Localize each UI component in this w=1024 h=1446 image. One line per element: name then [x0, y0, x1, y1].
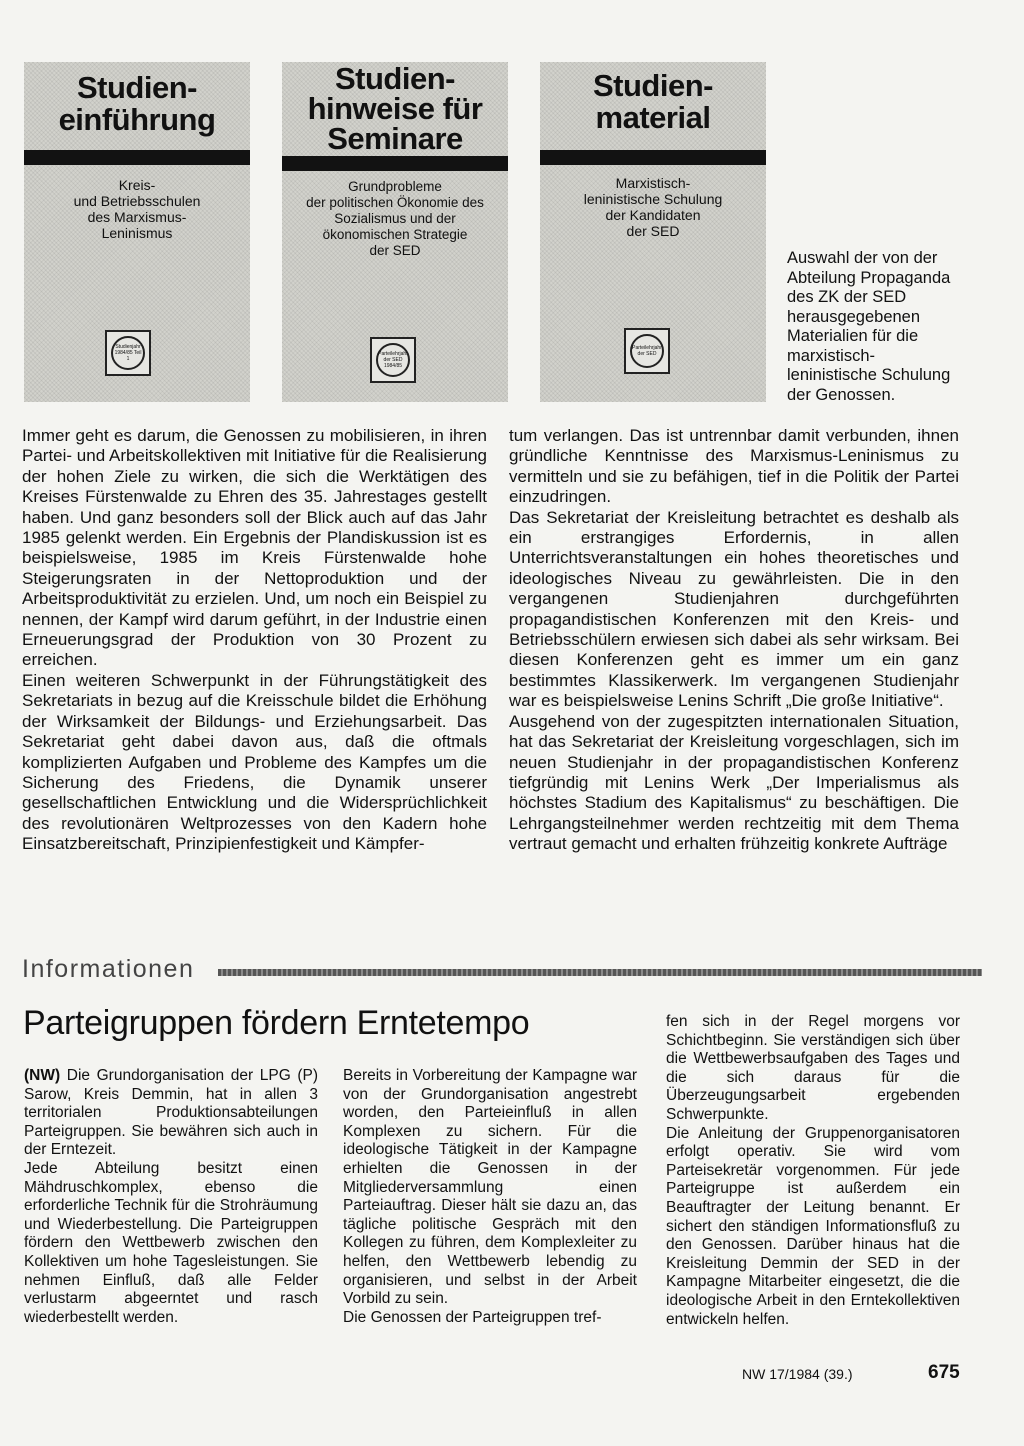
section-label: Informationen	[22, 955, 195, 983]
cover-subtitle-line: der SED	[626, 223, 680, 239]
cover-subtitle-line: Marxistisch-	[615, 175, 691, 191]
cover-title-line: Studien-	[335, 62, 455, 96]
cover-title	[282, 64, 508, 154]
emblem-text: Parteilehrjahr der SED	[632, 345, 662, 357]
emblem-text: Studienjahr 1984/85 Teil 1	[114, 344, 142, 362]
news-paragraph: Bereits in Vorbereitung der Kampagne war von der Grundorganisation angestrebt worden, den Parteieinfluß in allen Komplexen zu sichern. Für die ideologische Tätigkeit in der Kampagne erhielten die Genossen in der Mitgliederversammlung einen Parteiauftrag. Dieser hält sie dazu an, das tägliche politische Gespräch mit den Kollegen zu führen, dem Komplexleiter zu helfen, den Wettbewerb lebendig zu organisieren, und selbst in der Arbeit Vorbild zu sein.	[343, 1067, 637, 1308]
article-column-right	[509, 426, 959, 855]
cover-title-line: Studien-	[593, 68, 713, 103]
cover-title-line: hinweise für	[307, 91, 483, 126]
cover-subtitle-line: Leninismus	[101, 225, 173, 241]
news-paragraph	[24, 1067, 318, 1160]
cover-bar	[540, 150, 766, 165]
news-paragraph: Jede Abteilung besitzt einen Mähdruschkomplex, ebenso die erforderliche Technik für die Strohräumung und Wiederbestellung. Die Parteigruppen fördern den Wettbewerb zwischen den Kollektiven um hohe Tagesleistungen. Sie nehmen Einfluß, daß alle Felder verlustarm abgeerntet und rasch wiederbestellt werden.	[24, 1159, 318, 1326]
study-year-emblem	[370, 337, 416, 383]
study-year-emblem	[624, 328, 670, 374]
article-column-left	[22, 426, 487, 855]
cover-subtitle-line: ökonomischen Strategie	[322, 227, 468, 242]
emblem-ring	[111, 336, 145, 370]
cover-subtitle-line: der Kandidaten	[605, 207, 701, 223]
cover-title-line: einführung	[58, 102, 216, 137]
article-paragraph: Ausgehend von der zugespitzten internationalen Situation, hat das Sekretariat der Kreisleitung vorgeschlagen, sich im neuen Studienjahr in der propagandistischen Konferenz tiefgründig mit Lenins Werk „Der Imperialismus als höchstes Stadium des Kapitalismus“ zu beschäftigen. Die Lehrgangsteilnehmer werden rechtzeitig mit dem Thema vertraut gemacht und erhalten frühzeitig konkrete Aufträge	[509, 711, 959, 854]
cover-subtitle-line: Kreis-	[118, 177, 156, 193]
article-paragraph: tum verlangen. Das ist untrennbar damit verbunden, ihnen gründliche Kenntnisse des Marxismus-Leninismus zu vermitteln und sie zu befähigen, tief in die Politik der Partei einzudringen.	[509, 426, 959, 507]
cover-title	[540, 70, 766, 134]
cover-subtitle-line: der SED	[369, 243, 421, 258]
image-caption: Auswahl der von der Abteilung Propaganda des ZK der SED herausgegebenen Materialien für die marxistisch-leninistische Schulung der Genossen.	[787, 249, 951, 404]
cover-subtitle-line: leninistische Schulung	[583, 191, 723, 207]
news-paragraph: fen sich in der Regel morgens vor Schichtbeginn. Sie verständigen sich über die Wettbewerbsaufgaben des Tages und die sich daraus für die Überzeugungsarbeit ergebenden Schwerpunkte.	[666, 1013, 960, 1123]
cover-subtitle	[288, 179, 502, 259]
cover-title	[24, 72, 250, 136]
cover-bar	[282, 156, 508, 171]
cover-title-line: Studien-	[77, 70, 197, 105]
brochure-cover-studieneinfuehrung	[24, 62, 250, 402]
cover-subtitle	[546, 175, 760, 239]
emblem-ring	[630, 334, 664, 368]
cover-subtitle-line: der politischen Ökonomie des	[306, 195, 484, 210]
cover-subtitle-line: Sozialismus und der	[334, 211, 456, 226]
article-paragraph: Einen weiteren Schwerpunkt in der Führungstätigkeit des Sekretariats in bezug auf die Kreisschule bildet die Erhöhung der Wirksamkeit der Bildungs- und Erziehungsarbeit. Das Sekretariat geht dabei davon aus, daß die oftmals komplizierten Aufgaben und Probleme des Kampfes um die Sicherung des Friedens, die Dynamik unserer gesellschaftlichen Entwicklung und die Widersprüchlichkeit des revolutionären Weltprozesses von den Kadern hohe Einsatzbereitschaft, Prinzipienfestigkeit und Kämpfer-	[22, 670, 487, 854]
issue-reference: NW 17/1984 (39.)	[742, 1366, 853, 1382]
news-column-2	[343, 1067, 637, 1327]
source-tag: (NW)	[24, 1067, 61, 1084]
cover-bar	[24, 150, 250, 165]
news-text: Die Grundorganisation der LPG (P) Sarow, Kreis Demmin, hat in allen 3 territorialen Produktionsabteilungen Parteigruppen. Sie bewähren sich auch in der Erntezeit.	[24, 1067, 319, 1159]
cover-subtitle	[30, 177, 244, 241]
article-paragraph: Immer geht es darum, die Genossen zu mobilisieren, in ihren Partei- und Arbeitskollektiven mit Initiative für die Realisierung der hohen Ziele zu wirken, die sich die Werktätigen des Kreises Fürstenwalde zu Ehren des 35. Jahrestages gestellt haben. Und ganz besonders soll der Blick auch auf das Jahr 1985 gelenkt werden. Ein Ergebnis der Plandiskussion ist es beispielsweise, 1985 im Kreis Fürstenwalde hohe Steigerungsraten in der Nettoproduktion und der Arbeitsproduktivität zu erzielen. Und, um noch ein Beispiel zu nennen, der Kampf wird darum geführt, in der Industrie einen Erneuerungsgrad der Produktion von 30 Prozent zu erreichen.	[22, 426, 487, 670]
news-column-1	[24, 1067, 318, 1327]
news-column-3	[666, 1013, 960, 1329]
cover-title-line: material	[595, 100, 711, 135]
brochure-cover-studienmaterial	[540, 62, 766, 402]
news-paragraph: Die Genossen der Parteigruppen tref-	[343, 1308, 602, 1326]
news-paragraph: Die Anleitung der Gruppenorganisatoren erfolgt operativ. Sie wird vom Parteisekretär vorgenommen. Für jede Parteigruppe ist außerdem ein Beauftragter der Leitung benannt. Er sichert den ständigen Informationsfluß zu den Genossen. Darüber hinaus hat die Kreisleitung Demmin der SED in der Kampagne Mitarbeiter eingesetzt, die die ideologische Arbeit in den Erntekollektiven entwickeln helfen.	[666, 1124, 960, 1328]
brochure-cover-studienhinweise	[282, 62, 508, 402]
cover-subtitle-line: Grundprobleme	[348, 179, 442, 194]
article-paragraph: Das Sekretariat der Kreisleitung betrachtet es deshalb als ein erstrangiges Erfordernis, in allen Unterrichtsveranstaltungen ein hohes theoretisches und ideologisches Niveau zu gewährleisten. Die in den vergangenen Studienjahren durchgeführten propagandistischen Konferenzen mit den Kreis- und Betriebsschülern erwiesen sich dabei als sehr wirksam. Bei diesen Konferenzen geht es immer um ein ganz bestimmtes Klassikerwerk. Im vergangenen Studienjahr war es beispielsweise Lenins Schrift „Die große Initiative“.	[509, 507, 959, 711]
emblem-ring	[376, 343, 410, 377]
page-number: 675	[928, 1362, 960, 1383]
emblem-text: Parteilehrjahr der SED 1984/85	[378, 351, 408, 369]
cover-subtitle-line: des Marxismus-	[87, 209, 187, 225]
news-headline: Parteigruppen fördern Erntetempo	[23, 1004, 530, 1042]
cover-subtitle-line: und Betriebsschulen	[73, 193, 201, 209]
study-year-emblem	[105, 330, 151, 376]
section-divider	[218, 969, 982, 976]
cover-title-line: Seminare	[327, 121, 463, 156]
